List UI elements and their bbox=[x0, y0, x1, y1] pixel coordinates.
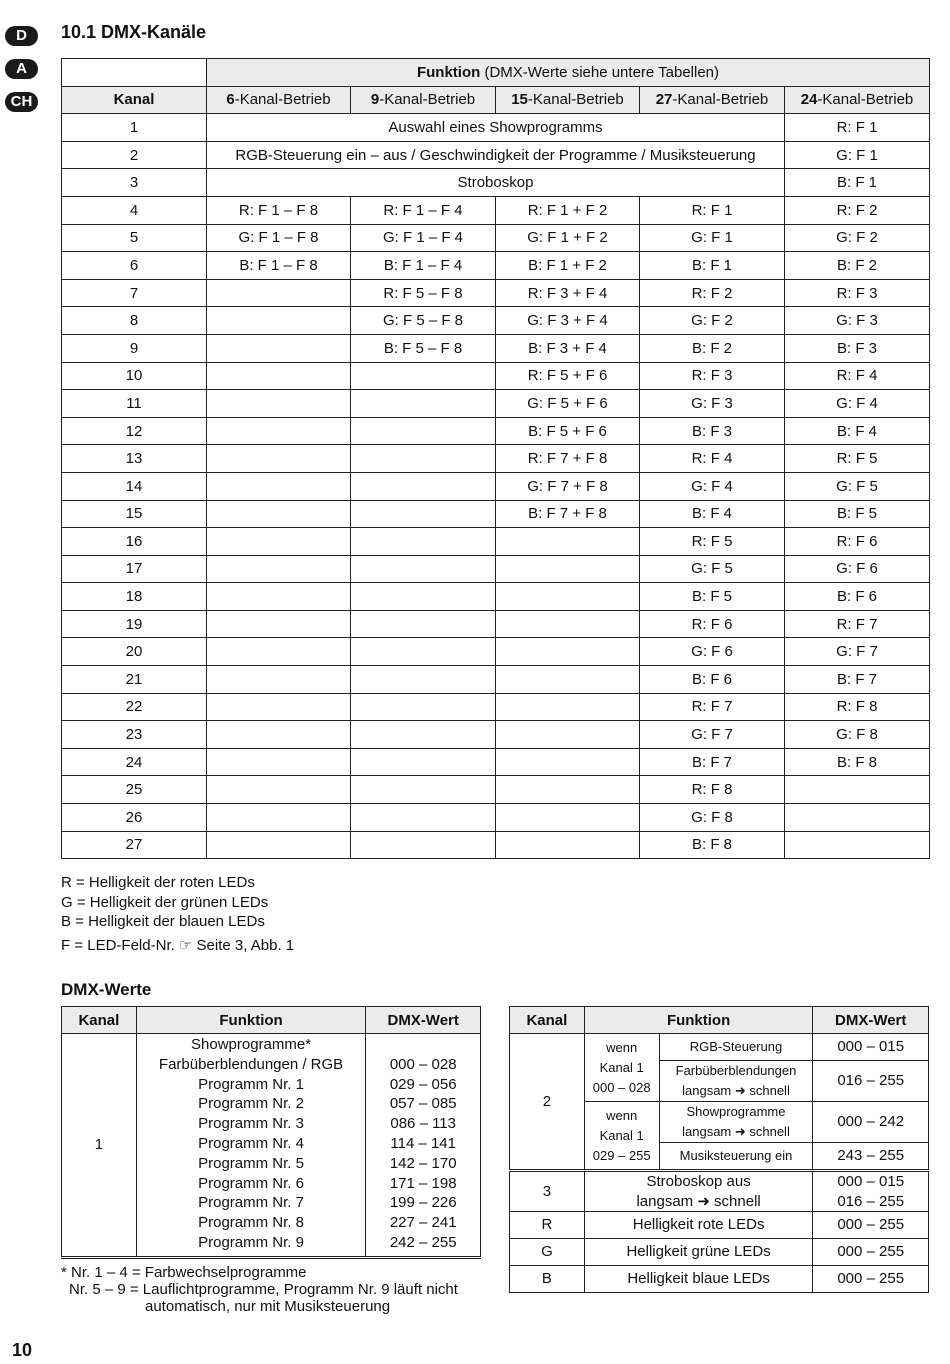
function-cell bbox=[351, 693, 496, 721]
function-cell: B: F 6 bbox=[640, 666, 785, 694]
channel-number: 4 bbox=[62, 196, 207, 224]
value-cell: 000 – 255 bbox=[813, 1239, 929, 1266]
function-cell bbox=[351, 776, 496, 804]
table-row bbox=[510, 1034, 929, 1061]
table-row bbox=[62, 196, 930, 224]
column-header: DMX-Wert bbox=[366, 1007, 481, 1034]
legend-item: F = LED-Feld-Nr. ☞ Seite 3, Abb. 1 bbox=[61, 936, 295, 954]
function-cell: R: F 5 bbox=[785, 445, 930, 473]
function-cell bbox=[496, 804, 640, 832]
function-cell: R: F 2 bbox=[640, 279, 785, 307]
function-cell: Auswahl eines Showprogramms bbox=[207, 114, 785, 142]
channel-number: 14 bbox=[62, 472, 207, 500]
channel-number: 17 bbox=[62, 555, 207, 583]
function-cell bbox=[496, 583, 640, 611]
table-row bbox=[62, 472, 930, 500]
value-item: 114 – 141 bbox=[390, 1134, 456, 1152]
function-cell: Stroboskop bbox=[207, 169, 785, 197]
channel-number: 21 bbox=[62, 666, 207, 694]
function-cell: R: F 8 bbox=[785, 693, 930, 721]
function-item: Showprogramme* bbox=[191, 1036, 312, 1053]
function-cell bbox=[207, 362, 351, 390]
table-row bbox=[62, 1034, 481, 1258]
function-cell bbox=[207, 307, 351, 335]
function-cell bbox=[351, 390, 496, 418]
function-cell bbox=[207, 666, 351, 694]
function-cell bbox=[496, 776, 640, 804]
function-cell bbox=[351, 804, 496, 832]
function-cell: G: F 4 bbox=[640, 472, 785, 500]
function-cell: Stroboskop aus langsam ➜ schnell bbox=[584, 1171, 813, 1212]
value-cell: 000 – 015 bbox=[813, 1034, 929, 1061]
channel-number: 15 bbox=[62, 500, 207, 528]
channel-number: 22 bbox=[62, 693, 207, 721]
channel-number: 12 bbox=[62, 417, 207, 445]
function-cell bbox=[351, 472, 496, 500]
function-cell: Farbüberblendungen langsam ➜ schnell bbox=[659, 1061, 813, 1102]
function-cell: Helligkeit rote LEDs bbox=[584, 1212, 813, 1239]
mode-header-6: 6-Kanal-Betrieb bbox=[207, 86, 351, 114]
value-item: 242 – 255 bbox=[389, 1233, 457, 1251]
function-cell: G: F 3 bbox=[785, 307, 930, 335]
function-item: Programm Nr. 2 bbox=[198, 1095, 304, 1113]
function-cell: G: F 7 bbox=[640, 721, 785, 749]
lang-badge-ch: CH bbox=[5, 92, 38, 112]
function-cell bbox=[351, 638, 496, 666]
channel-number: 11 bbox=[62, 390, 207, 418]
channel-number: 13 bbox=[62, 445, 207, 473]
channel-number: 24 bbox=[62, 748, 207, 776]
channel-number: 3 bbox=[62, 169, 207, 197]
function-cell: R: F 3 + F 4 bbox=[496, 279, 640, 307]
function-cell bbox=[207, 390, 351, 418]
value-item bbox=[366, 1035, 480, 1055]
function-cell: B: F 2 bbox=[785, 252, 930, 280]
function-cell: R: F 8 bbox=[640, 776, 785, 804]
channel-number: 23 bbox=[62, 721, 207, 749]
legend bbox=[61, 873, 294, 955]
table-row bbox=[62, 417, 930, 445]
function-list bbox=[136, 1034, 366, 1258]
section-title: 10.1 DMX-Kanäle bbox=[61, 22, 207, 42]
function-cell: B: F 5 – F 8 bbox=[351, 334, 496, 362]
function-cell: B: F 3 + F 4 bbox=[496, 334, 640, 362]
mode-header-24: 24-Kanal-Betrieb bbox=[785, 86, 930, 114]
value-item: 029 – 056 bbox=[389, 1075, 457, 1093]
dmx-channel-table bbox=[61, 58, 930, 859]
function-cell bbox=[351, 500, 496, 528]
legend-item: B = Helligkeit der blauen LEDs bbox=[61, 913, 265, 930]
function-cell: B: F 7 + F 8 bbox=[496, 500, 640, 528]
function-cell: B: F 5 bbox=[785, 500, 930, 528]
table-row bbox=[62, 804, 930, 832]
column-header: Funktion bbox=[584, 1007, 813, 1034]
function-cell: R: F 1 bbox=[785, 114, 930, 142]
table-row bbox=[62, 583, 930, 611]
dmx-values-title: DMX-Werte bbox=[61, 980, 152, 999]
function-cell bbox=[351, 666, 496, 694]
function-cell bbox=[207, 528, 351, 556]
function-cell bbox=[496, 555, 640, 583]
function-cell bbox=[207, 417, 351, 445]
function-cell: G: F 6 bbox=[785, 555, 930, 583]
channel-number: 20 bbox=[62, 638, 207, 666]
function-cell: R: F 1 + F 2 bbox=[496, 196, 640, 224]
function-cell bbox=[207, 445, 351, 473]
function-cell: R: F 3 bbox=[640, 362, 785, 390]
dmx-values-table-channel1 bbox=[61, 1006, 481, 1259]
function-cell bbox=[351, 610, 496, 638]
function-cell: R: F 1 bbox=[640, 196, 785, 224]
function-cell bbox=[351, 417, 496, 445]
function-cell bbox=[351, 583, 496, 611]
function-cell: B: F 3 bbox=[785, 334, 930, 362]
table-row bbox=[62, 390, 930, 418]
dmx-values-table-other bbox=[509, 1006, 929, 1293]
lang-badge-d: D bbox=[5, 26, 38, 46]
condition-cell: wenn Kanal 1 000 – 028 bbox=[584, 1034, 659, 1102]
function-item: Programm Nr. 1 bbox=[198, 1075, 304, 1093]
function-cell: R: F 7 + F 8 bbox=[496, 445, 640, 473]
function-cell: Helligkeit grüne LEDs bbox=[584, 1239, 813, 1266]
kanal-header: Kanal bbox=[62, 86, 207, 114]
column-header: Kanal bbox=[510, 1007, 585, 1034]
function-cell: G: F 5 – F 8 bbox=[351, 307, 496, 335]
function-cell bbox=[785, 804, 930, 832]
function-cell: B: F 1 – F 8 bbox=[207, 252, 351, 280]
table-row bbox=[62, 555, 930, 583]
function-cell bbox=[207, 555, 351, 583]
function-cell bbox=[496, 638, 640, 666]
value-list bbox=[366, 1034, 481, 1258]
funktion-header: Funktion (DMX-Werte siehe untere Tabellen) bbox=[207, 59, 930, 87]
function-item: Farbüberblendungen / RGB bbox=[158, 1055, 344, 1073]
function-cell: R: F 5 bbox=[640, 528, 785, 556]
footnote-line: Nr. 5 – 9 = Lauflichtprogramme, Programm Nr. 9 läuft nicht bbox=[69, 1281, 458, 1298]
value-cell: 243 – 255 bbox=[813, 1143, 929, 1171]
function-cell: B: F 6 bbox=[785, 583, 930, 611]
channel-number: 5 bbox=[62, 224, 207, 252]
footnote-line: * Nr. 1 – 4 = Farbwechselprogramme bbox=[61, 1264, 307, 1281]
table-row bbox=[62, 169, 930, 197]
function-cell: Helligkeit blaue LEDs bbox=[584, 1266, 813, 1293]
function-cell: G: F 5 bbox=[640, 555, 785, 583]
corner-cell bbox=[62, 59, 207, 87]
table-row bbox=[62, 252, 930, 280]
function-cell: G: F 5 bbox=[785, 472, 930, 500]
function-cell bbox=[207, 472, 351, 500]
column-header: Kanal bbox=[62, 1007, 137, 1034]
function-cell bbox=[496, 666, 640, 694]
channel-number: 9 bbox=[62, 334, 207, 362]
function-cell: G: F 4 bbox=[785, 390, 930, 418]
function-cell: R: F 6 bbox=[785, 528, 930, 556]
function-cell: G: F 1 bbox=[785, 141, 930, 169]
function-item: Programm Nr. 3 bbox=[198, 1115, 304, 1133]
table-row bbox=[62, 445, 930, 473]
function-cell bbox=[496, 831, 640, 859]
function-cell bbox=[496, 693, 640, 721]
function-cell: B: F 4 bbox=[785, 417, 930, 445]
legend-item: R = Helligkeit der roten LEDs bbox=[61, 874, 255, 891]
function-cell: G: F 7 + F 8 bbox=[496, 472, 640, 500]
function-cell: B: F 8 bbox=[640, 831, 785, 859]
function-cell bbox=[207, 831, 351, 859]
page-number: 10 bbox=[12, 1340, 33, 1360]
value-item: 142 – 170 bbox=[389, 1154, 457, 1172]
function-cell: G: F 1 – F 8 bbox=[207, 224, 351, 252]
table-row bbox=[62, 831, 930, 859]
footnote-line: automatisch, nur mit Musiksteuerung bbox=[145, 1298, 391, 1315]
channel-number: 8 bbox=[62, 307, 207, 335]
condition-cell: wenn Kanal 1 029 – 255 bbox=[584, 1102, 659, 1171]
function-cell bbox=[207, 693, 351, 721]
function-cell: G: F 5 + F 6 bbox=[496, 390, 640, 418]
channel-number: 26 bbox=[62, 804, 207, 832]
table-row bbox=[62, 638, 930, 666]
lang-badge-a: A bbox=[5, 59, 38, 79]
table-row bbox=[62, 610, 930, 638]
function-item: Programm Nr. 7 bbox=[198, 1194, 304, 1212]
table-row bbox=[510, 1239, 929, 1266]
value-cell: 000 – 015 016 – 255 bbox=[813, 1171, 929, 1212]
channel-number: 19 bbox=[62, 610, 207, 638]
function-cell: R: F 5 + F 6 bbox=[496, 362, 640, 390]
value-cell: 016 – 255 bbox=[813, 1061, 929, 1102]
function-cell bbox=[207, 334, 351, 362]
table-row bbox=[62, 334, 930, 362]
table-row bbox=[510, 1171, 929, 1212]
function-cell: G: F 8 bbox=[640, 804, 785, 832]
function-cell bbox=[207, 748, 351, 776]
function-item: Programm Nr. 8 bbox=[198, 1214, 304, 1232]
function-cell: B: F 1 bbox=[640, 252, 785, 280]
function-cell bbox=[207, 583, 351, 611]
function-item: Programm Nr. 6 bbox=[198, 1174, 304, 1192]
value-item: 227 – 241 bbox=[389, 1214, 457, 1232]
function-cell: G: F 1 bbox=[640, 224, 785, 252]
channel-number: 16 bbox=[62, 528, 207, 556]
function-cell bbox=[207, 610, 351, 638]
function-cell: G: F 2 bbox=[640, 307, 785, 335]
function-cell bbox=[496, 610, 640, 638]
function-cell: B: F 3 bbox=[640, 417, 785, 445]
mode-header-9: 9-Kanal-Betrieb bbox=[351, 86, 496, 114]
function-cell: R: F 1 – F 8 bbox=[207, 196, 351, 224]
channel-number: 1 bbox=[62, 1034, 137, 1258]
table-row bbox=[510, 1212, 929, 1239]
function-cell: B: F 7 bbox=[785, 666, 930, 694]
function-cell: R: F 1 – F 4 bbox=[351, 196, 496, 224]
table-row bbox=[62, 776, 930, 804]
column-header: Funktion bbox=[136, 1007, 366, 1034]
channel-number: 3 bbox=[510, 1171, 585, 1212]
function-cell bbox=[785, 831, 930, 859]
channel-number: 2 bbox=[510, 1034, 585, 1171]
function-cell: G: F 1 + F 2 bbox=[496, 224, 640, 252]
function-cell: R: F 5 – F 8 bbox=[351, 279, 496, 307]
table-row bbox=[62, 693, 930, 721]
channel-number: B bbox=[510, 1266, 585, 1293]
function-cell bbox=[207, 804, 351, 832]
table-row bbox=[62, 114, 930, 142]
function-cell: G: F 6 bbox=[640, 638, 785, 666]
function-cell bbox=[496, 748, 640, 776]
value-cell: 000 – 255 bbox=[813, 1212, 929, 1239]
channel-number: 2 bbox=[62, 141, 207, 169]
table-row bbox=[62, 666, 930, 694]
table-row bbox=[62, 748, 930, 776]
function-cell: G: F 3 + F 4 bbox=[496, 307, 640, 335]
function-cell bbox=[351, 831, 496, 859]
footnote bbox=[61, 1264, 458, 1315]
channel-number: 10 bbox=[62, 362, 207, 390]
mode-header-15: 15-Kanal-Betrieb bbox=[496, 86, 640, 114]
channel-number: 7 bbox=[62, 279, 207, 307]
function-cell: R: F 4 bbox=[785, 362, 930, 390]
function-cell bbox=[207, 721, 351, 749]
channel-number: 6 bbox=[62, 252, 207, 280]
function-cell: RGB-Steuerung ein – aus / Geschwindigkeit der Programme / Musiksteuerung bbox=[207, 141, 785, 169]
table-row bbox=[62, 307, 930, 335]
function-cell bbox=[351, 721, 496, 749]
channel-number: 18 bbox=[62, 583, 207, 611]
function-cell bbox=[785, 776, 930, 804]
function-cell: B: F 7 bbox=[640, 748, 785, 776]
function-cell: R: F 3 bbox=[785, 279, 930, 307]
value-item: 000 – 028 bbox=[389, 1055, 457, 1073]
function-cell: G: F 1 – F 4 bbox=[351, 224, 496, 252]
channel-number: G bbox=[510, 1239, 585, 1266]
function-cell: B: F 1 bbox=[785, 169, 930, 197]
function-cell bbox=[351, 362, 496, 390]
function-cell: R: F 7 bbox=[640, 693, 785, 721]
function-cell: B: F 8 bbox=[785, 748, 930, 776]
legend-item: G = Helligkeit der grünen LEDs bbox=[61, 893, 269, 911]
function-cell: R: F 6 bbox=[640, 610, 785, 638]
function-cell: B: F 5 bbox=[640, 583, 785, 611]
value-item: 199 – 226 bbox=[389, 1194, 457, 1212]
column-header: DMX-Wert bbox=[813, 1007, 929, 1034]
function-cell: G: F 3 bbox=[640, 390, 785, 418]
function-cell bbox=[496, 721, 640, 749]
function-cell: R: F 2 bbox=[785, 196, 930, 224]
channel-number: 1 bbox=[62, 114, 207, 142]
value-item: 171 – 198 bbox=[389, 1174, 457, 1192]
table-row bbox=[62, 362, 930, 390]
function-cell bbox=[207, 279, 351, 307]
channel-number: 27 bbox=[62, 831, 207, 859]
function-cell: B: F 5 + F 6 bbox=[496, 417, 640, 445]
function-cell bbox=[207, 500, 351, 528]
function-cell: Musiksteuerung ein bbox=[659, 1143, 813, 1171]
channel-number: R bbox=[510, 1212, 585, 1239]
mode-header-27: 27-Kanal-Betrieb bbox=[640, 86, 785, 114]
function-cell: G: F 2 bbox=[785, 224, 930, 252]
function-cell: B: F 4 bbox=[640, 500, 785, 528]
value-item: 057 – 085 bbox=[389, 1095, 457, 1113]
table-row bbox=[62, 224, 930, 252]
value-cell: 000 – 255 bbox=[813, 1266, 929, 1293]
function-item: Programm Nr. 9 bbox=[198, 1233, 304, 1251]
function-cell: G: F 7 bbox=[785, 638, 930, 666]
function-cell bbox=[351, 445, 496, 473]
function-cell bbox=[351, 555, 496, 583]
function-cell: R: F 7 bbox=[785, 610, 930, 638]
function-cell bbox=[207, 776, 351, 804]
channel-number: 25 bbox=[62, 776, 207, 804]
function-item: Programm Nr. 4 bbox=[198, 1134, 304, 1152]
table-row bbox=[62, 528, 930, 556]
function-cell bbox=[351, 528, 496, 556]
table-row bbox=[62, 500, 930, 528]
table-row bbox=[62, 279, 930, 307]
function-cell: B: F 2 bbox=[640, 334, 785, 362]
table-row bbox=[62, 141, 930, 169]
function-cell bbox=[351, 748, 496, 776]
function-cell bbox=[207, 638, 351, 666]
function-cell bbox=[496, 528, 640, 556]
function-cell: Showprogramme langsam ➜ schnell bbox=[659, 1102, 813, 1143]
function-cell: G: F 8 bbox=[785, 721, 930, 749]
table-row bbox=[62, 721, 930, 749]
function-cell: B: F 1 + F 2 bbox=[496, 252, 640, 280]
function-cell: RGB-Steuerung bbox=[659, 1034, 813, 1061]
function-cell: B: F 1 – F 4 bbox=[351, 252, 496, 280]
value-cell: 000 – 242 bbox=[813, 1102, 929, 1143]
table-row bbox=[510, 1266, 929, 1293]
function-item: Programm Nr. 5 bbox=[198, 1154, 304, 1172]
function-cell: R: F 4 bbox=[640, 445, 785, 473]
value-item: 086 – 113 bbox=[390, 1115, 456, 1133]
